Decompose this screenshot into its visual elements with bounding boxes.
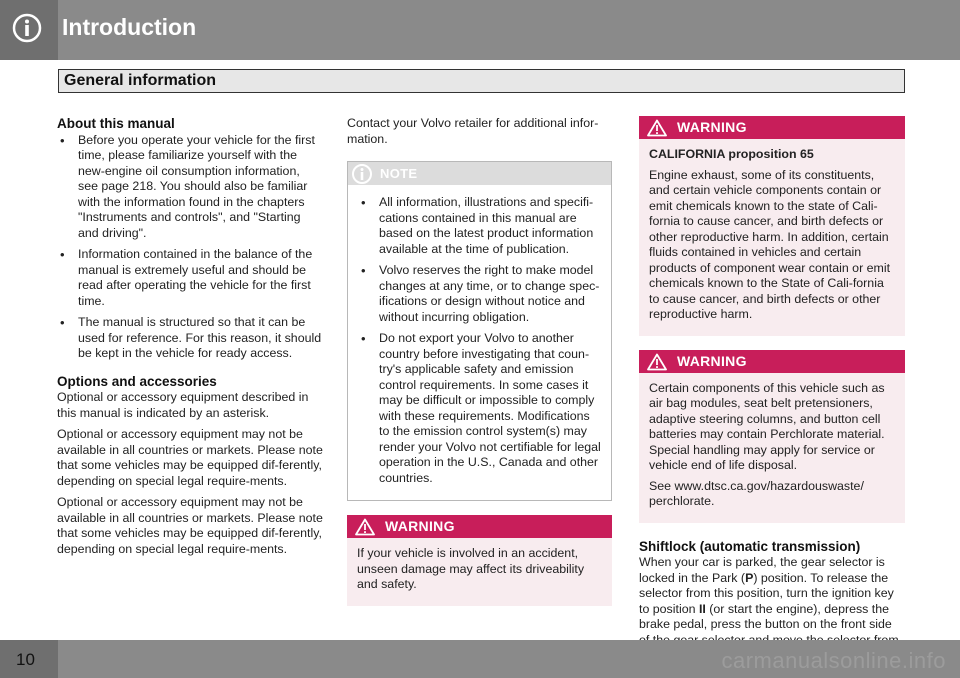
- paragraph: Optional or accessory equipment may not be available in all countries or markets. Please note that some vehicles may be equipped dif-ferently, depending on special legal require-ments.: [57, 495, 323, 556]
- warning-text: Engine exhaust, some of its constituents, and certain vehicle components contain or emit chemicals known to the state of Cali-fornia to cause cancer, and birth defects or other reproductive harm. In addition, certain fluids contained in vehicles and certain products of component wear contain or emit chemicals known to the State of Cali-fornia to cause cancer, and birth defects or other reproductive harm.: [649, 167, 891, 321]
- info-icon: [351, 163, 373, 185]
- list-item: • Do not export your Volvo to another country before investigating that coun-try's applicable safety and emission control requirements. In some cases it may be difficult or impossible to comply with these requirements. Modifications to the emission control system(s) may render your Volvo not certifiable for legal operation in the U.S., Canada and other countries.: [358, 331, 601, 486]
- warning-text: Certain components of this vehicle such as air bag modules, seat belt pretensioners, adaptive steering columns, and button cell batteries may contain Perchlorate material. Special handling may apply for service or vehicle end of life disposal.: [649, 380, 885, 472]
- column-2: [347, 116, 612, 606]
- shiftlock-heading: Shiftlock (automatic transmission): [639, 538, 861, 554]
- page-number: 10: [16, 650, 35, 669]
- warning-title: WARNING: [385, 518, 455, 534]
- text-run: (or start the engine), depress the brake pedal, press the button on the front side: [639, 601, 892, 631]
- text-run: When your car is parked, the gear selector is locked in the Park (: [639, 555, 885, 585]
- warning-title: WARNING: [677, 352, 747, 369]
- chapter-tab: [0, 0, 58, 60]
- warning-body: [639, 139, 905, 336]
- about-heading: About this manual: [57, 116, 175, 131]
- note-title: NOTE: [380, 166, 418, 181]
- watermark: carmanualsonline.info: [721, 648, 946, 673]
- list-item: • Before you operate your vehicle for the first time, please familiarize yourself with the new-engine oil consumption information, see page 218. You should also be familiar with the information found in the chapters "Instruments and controls", and "Starting and driving".: [57, 133, 323, 242]
- warning-body: [347, 538, 612, 606]
- warning-triangle-icon: [647, 119, 667, 137]
- warning-header: [639, 350, 905, 373]
- warning-triangle-icon: [647, 353, 667, 371]
- warning-header: [639, 116, 905, 139]
- list-item: • Information contained in the balance of the manual is extremely useful and should be read after operating the vehicle for the first time.: [57, 247, 323, 309]
- warning-box: [639, 350, 905, 523]
- warning-triangle-icon: [355, 518, 375, 536]
- section-title: General information: [64, 72, 217, 89]
- warning-text: If your vehicle is involved in an accident, unseen damage may affect its driveability and safety.: [357, 546, 585, 591]
- ignition-ii: II: [698, 601, 706, 616]
- paragraph: Optional or accessory equipment may not be available in all countries or markets. Please note that some vehicles may be equipped dif-ferently, depending on special legal require-ments.: [57, 427, 323, 488]
- list-item: • The manual is structured so that it can be used for reference. For this reason, it should be kept in the vehicle for ready access.: [57, 315, 323, 362]
- paragraph: Contact your Volvo retailer for additional infor-mation.: [347, 116, 599, 146]
- column-1: [57, 116, 323, 563]
- note-header: [348, 162, 611, 185]
- gear-p: P: [745, 570, 754, 585]
- note-body: [348, 185, 611, 500]
- warning-box: [639, 116, 905, 336]
- note-box: [347, 161, 612, 501]
- warning-link-text: See www.dtsc.ca.gov/hazardouswaste/ perchlorate.: [649, 478, 864, 508]
- warning-body: [639, 373, 905, 523]
- warning-box: [347, 515, 612, 606]
- section-title-bar: [58, 69, 905, 93]
- chapter-title: Introduction: [62, 14, 197, 40]
- list-item: • All information, illustrations and specifi-cations contained in this manual are based on the latest product information available at the time of publication.: [358, 195, 601, 257]
- warning-subheading: CALIFORNIA proposition 65: [649, 147, 814, 161]
- options-heading: Options and accessories: [57, 373, 217, 389]
- about-list: [57, 133, 323, 362]
- warning-title: WARNING: [677, 119, 747, 135]
- paragraph: Optional or accessory equipment described in this manual is indicated by an asterisk.: [57, 390, 309, 420]
- warning-header: [347, 515, 612, 538]
- info-icon: [12, 13, 42, 43]
- column-3: [639, 116, 905, 670]
- text-run: ) position. To release the selector from this position, turn the ignition key to position: [639, 570, 894, 616]
- list-item: • Volvo reserves the right to make model changes at any time, or to change spec-ifications or design without notice and without incurring obligation.: [358, 263, 601, 325]
